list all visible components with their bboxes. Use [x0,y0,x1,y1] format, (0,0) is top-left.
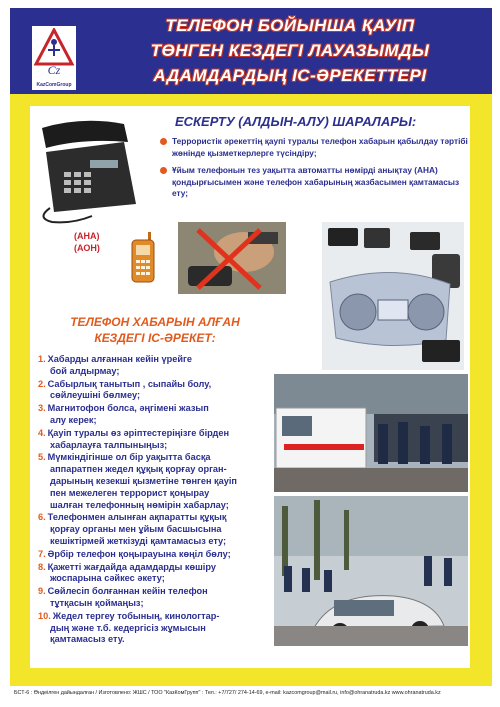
warning-item [158,165,468,200]
step-number: 5. [38,452,46,463]
step-text: Әрбір телефон қоңырауына көңіл бөлу; [47,548,231,559]
step-text: Мүмкіндігінше ол бір уақытта басқа [47,452,211,463]
desk-phone-icon [32,112,152,224]
step-text: алу керек; [50,414,97,425]
received-title-line-1: ТЕЛЕФОН ХАБАРЫН АЛҒАН [70,315,240,329]
step-item [38,428,278,452]
step-item [38,611,278,646]
footer-credits: БСТ-6 : Өндеілген дайындалған / Изготовлено: ЖШС / ТОО "КазКомГрупп" : Тел.: +7/727/ 274-14-69, e-mail: kazcomgroup@mail.ru, info@ohranatruda.kz www.ohranatruda.kz [14,690,441,696]
step-number: 10. [38,610,51,621]
step-text: Жедел тергеу тобының, кинологтар- [52,610,220,621]
mobile-phone-icon [130,232,156,284]
warning-triangle-icon [34,28,74,76]
ana-label [74,230,100,254]
warning-title: ЕСКЕРТУ (АЛДЫН-АЛУ) ШАРАЛАРЫ: [175,114,417,129]
step-text: қорғау органы мен ұйым басшысына [50,524,222,535]
step-number: 7. [38,548,46,559]
photo-police-scene [274,374,468,492]
received-title-line-2: КЕЗДЕГІ ІС-ӘРЕКЕТ: [94,331,216,345]
bullet-icon [160,138,167,145]
step-number: 9. [38,586,46,597]
poster-content [30,106,470,668]
step-text: сөйлеушіні бөлмеу; [50,390,141,401]
steps-list [38,354,278,647]
step-text: Қажетті жағдайда адамдарды көшіру [47,561,216,572]
step-text: бой алдырмау; [50,365,120,376]
logo-text: KazComGroup [36,82,72,88]
step-text: Телефонмен алынған ақпаратты құқық [47,512,227,523]
step-number: 4. [38,427,46,438]
step-number: 1. [38,354,46,364]
step-text: аппаратпен жедел құқық қорғау орган- [50,464,227,475]
warning-item-text: Террористік әрекеттің қаупі туралы телефон хабарын қабылдау тәртібі жөнінде қызметкерлерге түсіндіру; [172,136,468,158]
step-text: шалған телефонның нөмірін хабарлау; [50,499,229,510]
photo-hand-on-phone [178,222,286,294]
step-number: 6. [38,512,46,523]
step-item [38,586,278,610]
warning-list [158,136,468,206]
step-text: хабарлауға талпыныңыз; [50,439,168,450]
poster-title-line-3: АДАМДАРДЫҢ ІС-ӘРЕКЕТТЕРІ [153,66,427,85]
step-text: тұтқасын қоймаңыз; [50,597,144,608]
step-text: пен межелеген террорист қоңырау [50,487,210,498]
step-item [38,452,278,511]
step-text: Сөйлесіп болғаннан кейін телефон [47,586,208,597]
step-number: 3. [38,403,46,414]
step-text: Сабырлық танытып , сыпайы болу, [47,378,212,389]
bullet-icon [160,167,167,174]
kazcomgroup-logo [32,26,76,90]
step-number: 2. [38,378,46,389]
step-item [38,354,278,378]
ana-label-ru: (АОН) [74,243,100,253]
step-number: 8. [38,561,46,572]
step-item [38,549,278,561]
step-item [38,512,278,547]
step-text: жоспарына сәйкес әкету; [50,573,165,584]
warning-item [158,136,468,159]
step-text: дың және т.б. кедергісіз жұмысын [50,622,206,633]
svg-text:Cz: Cz [47,63,61,76]
step-text: Хабарды алғаннан кейін үрейге [47,354,192,364]
photo-tape-recorder [322,222,464,370]
step-text: кешіктірмей жеткізуді қамтамасыз ету; [50,535,227,546]
step-text: Қауіп туралы өз әріптестеріңізге бірден [47,427,230,438]
step-item [38,403,278,427]
step-item [38,379,278,403]
step-text: дарының кезекші қызметіне төнген қауіп [50,475,237,486]
step-text: Магнитофон болса, әңгімені жазып [47,403,209,414]
step-text: қамтамасыз ету. [50,634,125,645]
poster-title-line-1: ТЕЛЕФОН БОЙЫНША ҚАУІП [165,16,415,35]
step-item [38,562,278,586]
poster-title-line-2: ТӨНГЕН КЕЗДЕГІ ЛАУАЗЫМДЫ [150,41,430,60]
photo-overturned-car [274,496,468,646]
received-title [60,314,250,346]
ana-label-kz: (АНА) [74,231,100,241]
poster-header [10,8,492,94]
warning-item-text: Ұйым телефонын тез уақытта автоматты нөмірді анықтау (АНА) қондырғысымен және телефон хабарының жазбасымен қамтамасыз ету; [172,165,460,198]
